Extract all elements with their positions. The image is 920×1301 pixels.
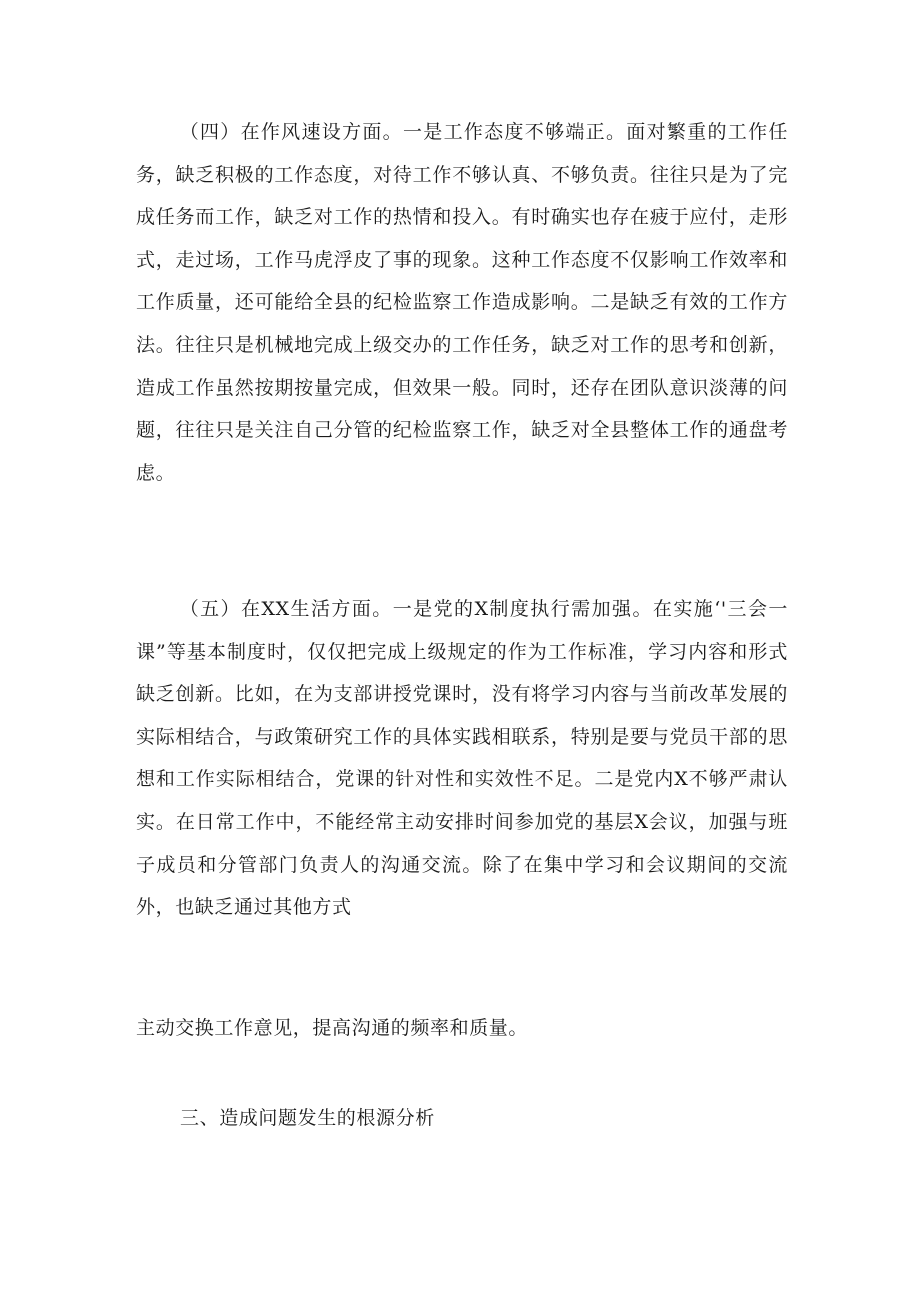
section-heading-root-cause: 三、造成问题发生的根源分析 [180, 1107, 435, 1129]
paragraph-continuation: 主动交换工作意见，提高沟通的频率和质量。 [136, 1017, 529, 1039]
paragraph-organizational-life: （五）在XX生活方面。一是党的X制度执行需加强。在实施‘'三会一课”等基本制度时，仅仅把完成上级规定的作为工作标准，学习内容和形式缺乏创新。比如，在为支部讲授党课时，没有将学习内容与当前改革发展的实际相结合，与政策研究工作的具体实践相联系，特别是要与党员干部的思想和工作实际相结合，党课的针对性和实效性不足。二是党内X不够严肃认实。在日常工作中，不能经常主动安排时间参加党的基层X会议，加强与班子成员和分管部门负责人的沟通交流。除了在集中学习和会议期间的交流外，也缺乏通过其他方式 [136, 598, 788, 919]
paragraph-style-construction: （四）在作风速设方面。一是工作态度不够端正。面对繁重的工作任务，缺乏积极的工作态度，对待工作不够认真、不够负责。往往只是为了完成任务而工作，缺乏对工作的热情和投入。有时确实也存在疲于应付，走形式，走过场，工作马虎浮皮了事的现象。这种工作态度不仅影响工作效率和工作质量，还可能给全县的纪检监察工作造成影响。二是缺乏有效的工作方法。往往只是机械地完成上级交办的工作任务，缺乏对工作的思考和创新，造成工作虽然按期按量完成，但效果一般。同时，还存在团队意识淡薄的问题，往往只是关注自己分管的纪检监察工作，缺乏对全县整体工作的通盘考虑。 [136, 121, 788, 484]
